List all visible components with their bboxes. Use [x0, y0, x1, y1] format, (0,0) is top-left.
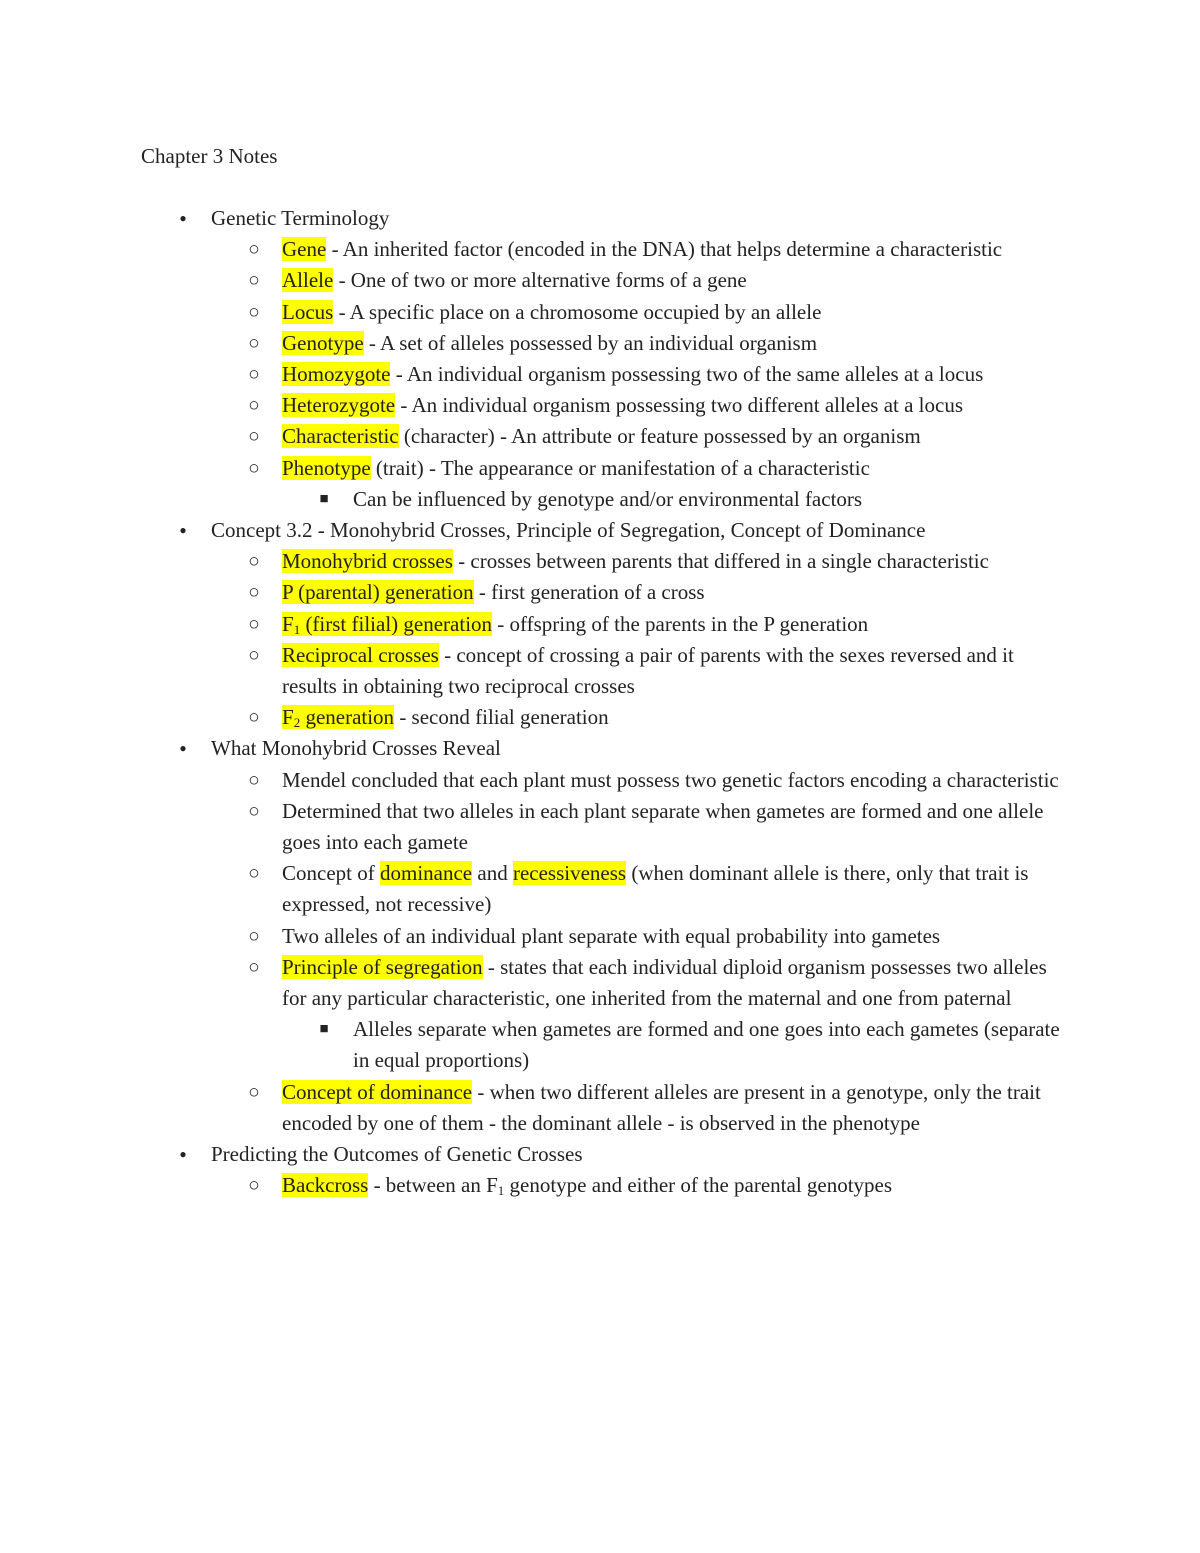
section-what-monohybrid-crosses-reveal [0, 733, 1051, 764]
note-mendel-conclusion [0, 765, 1062, 796]
highlighted-term: Homozygote [282, 362, 391, 387]
highlighted-term [282, 705, 394, 729]
bullet-circle-icon: ○ [248, 364, 260, 386]
bullet-circle-icon: ○ [248, 239, 260, 261]
bullet-circle-icon: ○ [248, 270, 260, 292]
bullet-circle-icon: ○ [248, 457, 260, 479]
bullet-square-icon: ■ [319, 1021, 329, 1038]
note-alleles-separate [0, 796, 1062, 858]
bullet-circle-icon: ○ [248, 707, 260, 729]
highlighted-term: Genotype [282, 330, 364, 355]
term-definition: - A set of alleles possessed by an individual organism [363, 330, 818, 355]
section-heading: Predicting the Outcomes of Genetic Crosses [211, 1142, 583, 1167]
segregation-sub-note [0, 1014, 1065, 1076]
bullet-circle-icon: ○ [248, 1081, 260, 1103]
note-text: Determined that two alleles in each plant separate when gametes are formed and one allele goes into each gamete [282, 798, 1044, 855]
term-phenotype [0, 453, 1062, 484]
bullet-circle-icon: ○ [248, 800, 260, 822]
note-text: Mendel concluded that each plant must possess two genetic factors encoding a characteristic [282, 767, 1059, 792]
bullet-circle-icon: ○ [248, 956, 260, 978]
term-definition: - crosses between parents that differed in a single characteristic [452, 549, 989, 574]
sub-note-text: Alleles separate when gametes are formed and one goes into each gametes (separate in equal proportions) [353, 1017, 1060, 1073]
term-subscript: 1 [497, 1183, 505, 1199]
term-definition: - second filial generation [394, 705, 609, 730]
term-definition: - A specific place on a chromosome occupied by an allele [333, 299, 822, 324]
bullet-circle-icon: ○ [248, 1175, 260, 1197]
term-prefix: F [282, 705, 294, 730]
bullet-circle-icon: ○ [248, 551, 260, 573]
term-suffix: generation [300, 705, 395, 730]
term-definition: - first generation of a cross [473, 580, 705, 605]
section-heading: Concept 3.2 - Monohybrid Crosses, Principle of Segregation, Concept of Dominance [211, 518, 926, 543]
highlighted-term: Phenotype [282, 455, 371, 480]
term-definition: - An individual organism possessing two different alleles at a locus [395, 393, 964, 418]
highlighted-term: Locus [282, 299, 334, 324]
term-p-generation [0, 577, 1062, 608]
bullet-disc-icon: ● [179, 523, 187, 538]
bullet-circle-icon: ○ [248, 301, 260, 323]
bullet-disc-icon: ● [179, 211, 187, 225]
bullet-circle-icon: ○ [248, 332, 260, 354]
term-definition: - One of two or more alternative forms of a gene [333, 268, 747, 293]
term-definition: - concept of crossing a pair of parents with the sexes reversed and it results in obtaining two reciprocal crosses [282, 642, 1014, 699]
notes-list [0, 203, 1200, 1202]
page-title: Chapter 3 Notes [141, 144, 278, 168]
note-text: (when dominant allele is there, only that trait is expressed, not recessive) [282, 861, 1029, 917]
note-dominance-recessiveness [0, 858, 1062, 920]
bullet-square-icon: ■ [319, 490, 329, 507]
bullet-disc-icon: ● [179, 741, 187, 756]
bullet-disc-icon: ● [179, 1147, 187, 1162]
highlighted-term [282, 612, 492, 636]
note-text: Two alleles of an individual plant separate with equal probability into gametes [282, 923, 941, 948]
sub-note-text: Can be influenced by genotype and/or environmental factors [353, 486, 863, 511]
note-text: and [472, 861, 513, 886]
bullet-circle-icon: ○ [248, 644, 260, 666]
term-monohybrid-crosses [0, 546, 1062, 577]
bullet-circle-icon: ○ [248, 863, 260, 885]
highlighted-term: Allele [282, 268, 334, 293]
term-f2-generation [0, 702, 1062, 733]
highlighted-term: recessiveness [512, 861, 627, 886]
term-reciprocal-crosses [0, 640, 1062, 702]
term-definition: - when two different alleles are present in a genotype, only the trait encoded by one of them - the dominant allele - is observed in the phenotype [282, 1079, 1041, 1135]
term-subscript: 1 [293, 621, 301, 637]
highlighted-term: Concept of dominance [282, 1079, 473, 1104]
term-heterozygote [0, 390, 1062, 421]
bullet-circle-icon: ○ [248, 426, 260, 448]
bullet-circle-icon: ○ [248, 613, 260, 635]
phenotype-sub-note [0, 484, 1065, 515]
term-definition: - between an F [368, 1173, 498, 1198]
section-genetic-terminology [0, 203, 1051, 234]
bullet-circle-icon: ○ [248, 925, 260, 947]
term-f1-generation [0, 609, 1062, 640]
term-prefix: F [282, 611, 294, 636]
term-definition: - offspring of the parents in the P generation [492, 611, 869, 636]
bullet-circle-icon: ○ [248, 769, 260, 791]
highlighted-term: Characteristic [282, 424, 399, 449]
term-definition: (character) - An attribute or feature possessed by an organism [398, 424, 921, 449]
term-concept-of-dominance [0, 1077, 1062, 1139]
highlighted-term: Heterozygote [282, 393, 396, 418]
term-backcross [0, 1170, 1062, 1201]
term-definition: - states that each individual diploid organism possesses two alleles for any particular characteristic, one inherited from the maternal and one from paternal [282, 954, 1047, 1011]
highlighted-term: Reciprocal crosses [282, 642, 439, 667]
highlighted-term: Gene [282, 237, 327, 262]
term-definition: genotype and either of the parental genotypes [504, 1173, 893, 1198]
term-suffix: (first filial) generation [300, 611, 493, 636]
section-predicting-outcomes [0, 1139, 1051, 1170]
term-definition: (trait) - The appearance or manifestation of a characteristic [370, 455, 870, 480]
term-gene [0, 234, 1062, 265]
term-locus [0, 297, 1062, 328]
section-heading: What Monohybrid Crosses Reveal [211, 736, 501, 761]
term-homozygote [0, 359, 1062, 390]
term-subscript: 2 [293, 715, 301, 731]
bullet-circle-icon: ○ [248, 395, 260, 417]
highlighted-term: Monohybrid crosses [282, 549, 453, 574]
highlighted-term: Backcross [282, 1173, 369, 1198]
section-concept-3-2 [0, 515, 1051, 546]
bullet-circle-icon: ○ [248, 582, 260, 604]
term-definition: - An individual organism possessing two of the same alleles at a locus [390, 362, 984, 387]
highlighted-term: Principle of segregation [282, 954, 483, 979]
term-genotype [0, 328, 1062, 359]
term-allele [0, 265, 1062, 296]
note-text: Concept of [282, 861, 380, 886]
term-principle-of-segregation [0, 952, 1062, 1014]
term-characteristic [0, 421, 1062, 452]
note-equal-probability [0, 921, 1062, 952]
highlighted-term: P (parental) generation [282, 580, 474, 605]
term-definition: - An inherited factor (encoded in the DNA) that helps determine a characteristic [326, 237, 1003, 262]
highlighted-term: dominance [379, 861, 473, 886]
section-heading: Genetic Terminology [211, 206, 390, 230]
